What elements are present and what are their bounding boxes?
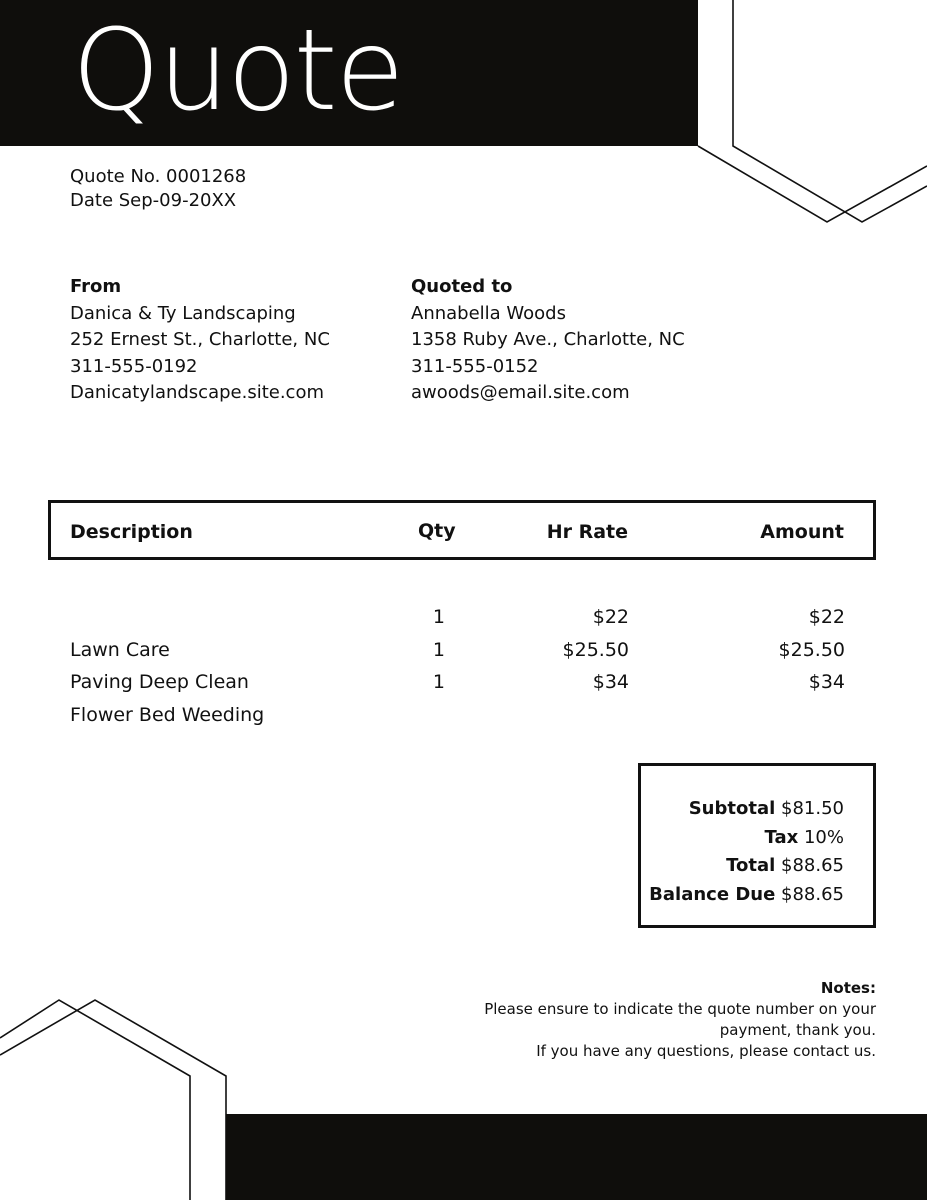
quote-date: Date Sep-09-20XX [70, 190, 237, 211]
bottom-hexagon-outline-outer [0, 1000, 190, 1200]
balance-due-value: $88.65 [781, 884, 844, 905]
row-rate: $25.50 [562, 639, 629, 661]
row-amount: $22 [808, 606, 845, 628]
totals-box [638, 763, 876, 928]
subtotal-value: $81.50 [781, 798, 844, 819]
total-value: $88.65 [781, 855, 844, 876]
header-band [0, 0, 698, 146]
from-website: Danicatylandscape.site.com [70, 382, 325, 403]
quote-number: Quote No. 0001268 [70, 166, 247, 187]
header-description: Description [70, 521, 193, 543]
notes-line-1: Please ensure to indicate the quote number on your payment, thank you. [484, 1000, 876, 1039]
balance-due-label: Balance Due [649, 884, 776, 905]
bottom-hexagon-outline-inner [0, 1000, 226, 1200]
table-header [48, 500, 876, 560]
header-qty: Qty [418, 520, 456, 542]
page-title: Quote [72, 6, 403, 136]
header-rate: Hr Rate [546, 521, 628, 543]
footer-band [226, 1114, 927, 1200]
subtotal-line [689, 798, 844, 819]
from-phone: 311-555-0192 [70, 355, 198, 377]
row-rate: $22 [592, 606, 629, 628]
table-row [0, 606, 927, 636]
tax-value: 10% [803, 827, 844, 848]
quoted-to-block [411, 274, 685, 407]
table-row [0, 671, 927, 701]
row-qty: 1 [432, 639, 445, 661]
top-hexagon-outline-outer [698, 146, 927, 222]
top-hexagon-outline-inner [733, 0, 927, 222]
row-amount: $25.50 [778, 639, 845, 661]
from-address: 252 Ernest St., Charlotte, NC [70, 329, 330, 350]
quote-meta [70, 165, 246, 213]
quoted-to-email: awoods@email.site.com [411, 382, 630, 403]
subtotal-label: Subtotal [688, 798, 776, 819]
total-line [726, 855, 844, 876]
from-block [70, 274, 330, 407]
from-name: Danica & Ty Landscaping [70, 302, 296, 324]
row-qty: 1 [432, 671, 445, 693]
notes-block [456, 978, 876, 1062]
notes-heading: Notes: [820, 979, 876, 997]
header-amount: Amount [760, 521, 844, 543]
row-amount: $34 [808, 671, 845, 693]
table-row [0, 639, 927, 669]
row-description: Paving Deep Clean [70, 671, 249, 693]
quoted-to-address: 1358 Ruby Ave., Charlotte, NC [411, 329, 685, 350]
total-label: Total [726, 855, 776, 876]
quoted-to-name: Annabella Woods [411, 302, 566, 324]
balance-due-line [649, 884, 844, 905]
row-rate: $34 [592, 671, 629, 693]
from-heading: From [70, 276, 122, 297]
tax-line [765, 827, 844, 848]
quoted-to-phone: 311-555-0152 [411, 355, 539, 377]
row-qty: 1 [432, 606, 445, 628]
tax-label: Tax [764, 827, 799, 848]
table-row [0, 704, 927, 734]
notes-line-2: If you have any questions, please contact us. [536, 1042, 876, 1060]
row-description: Lawn Care [70, 639, 170, 661]
row-description: Flower Bed Weeding [70, 704, 265, 726]
quoted-to-heading: Quoted to [411, 276, 513, 297]
